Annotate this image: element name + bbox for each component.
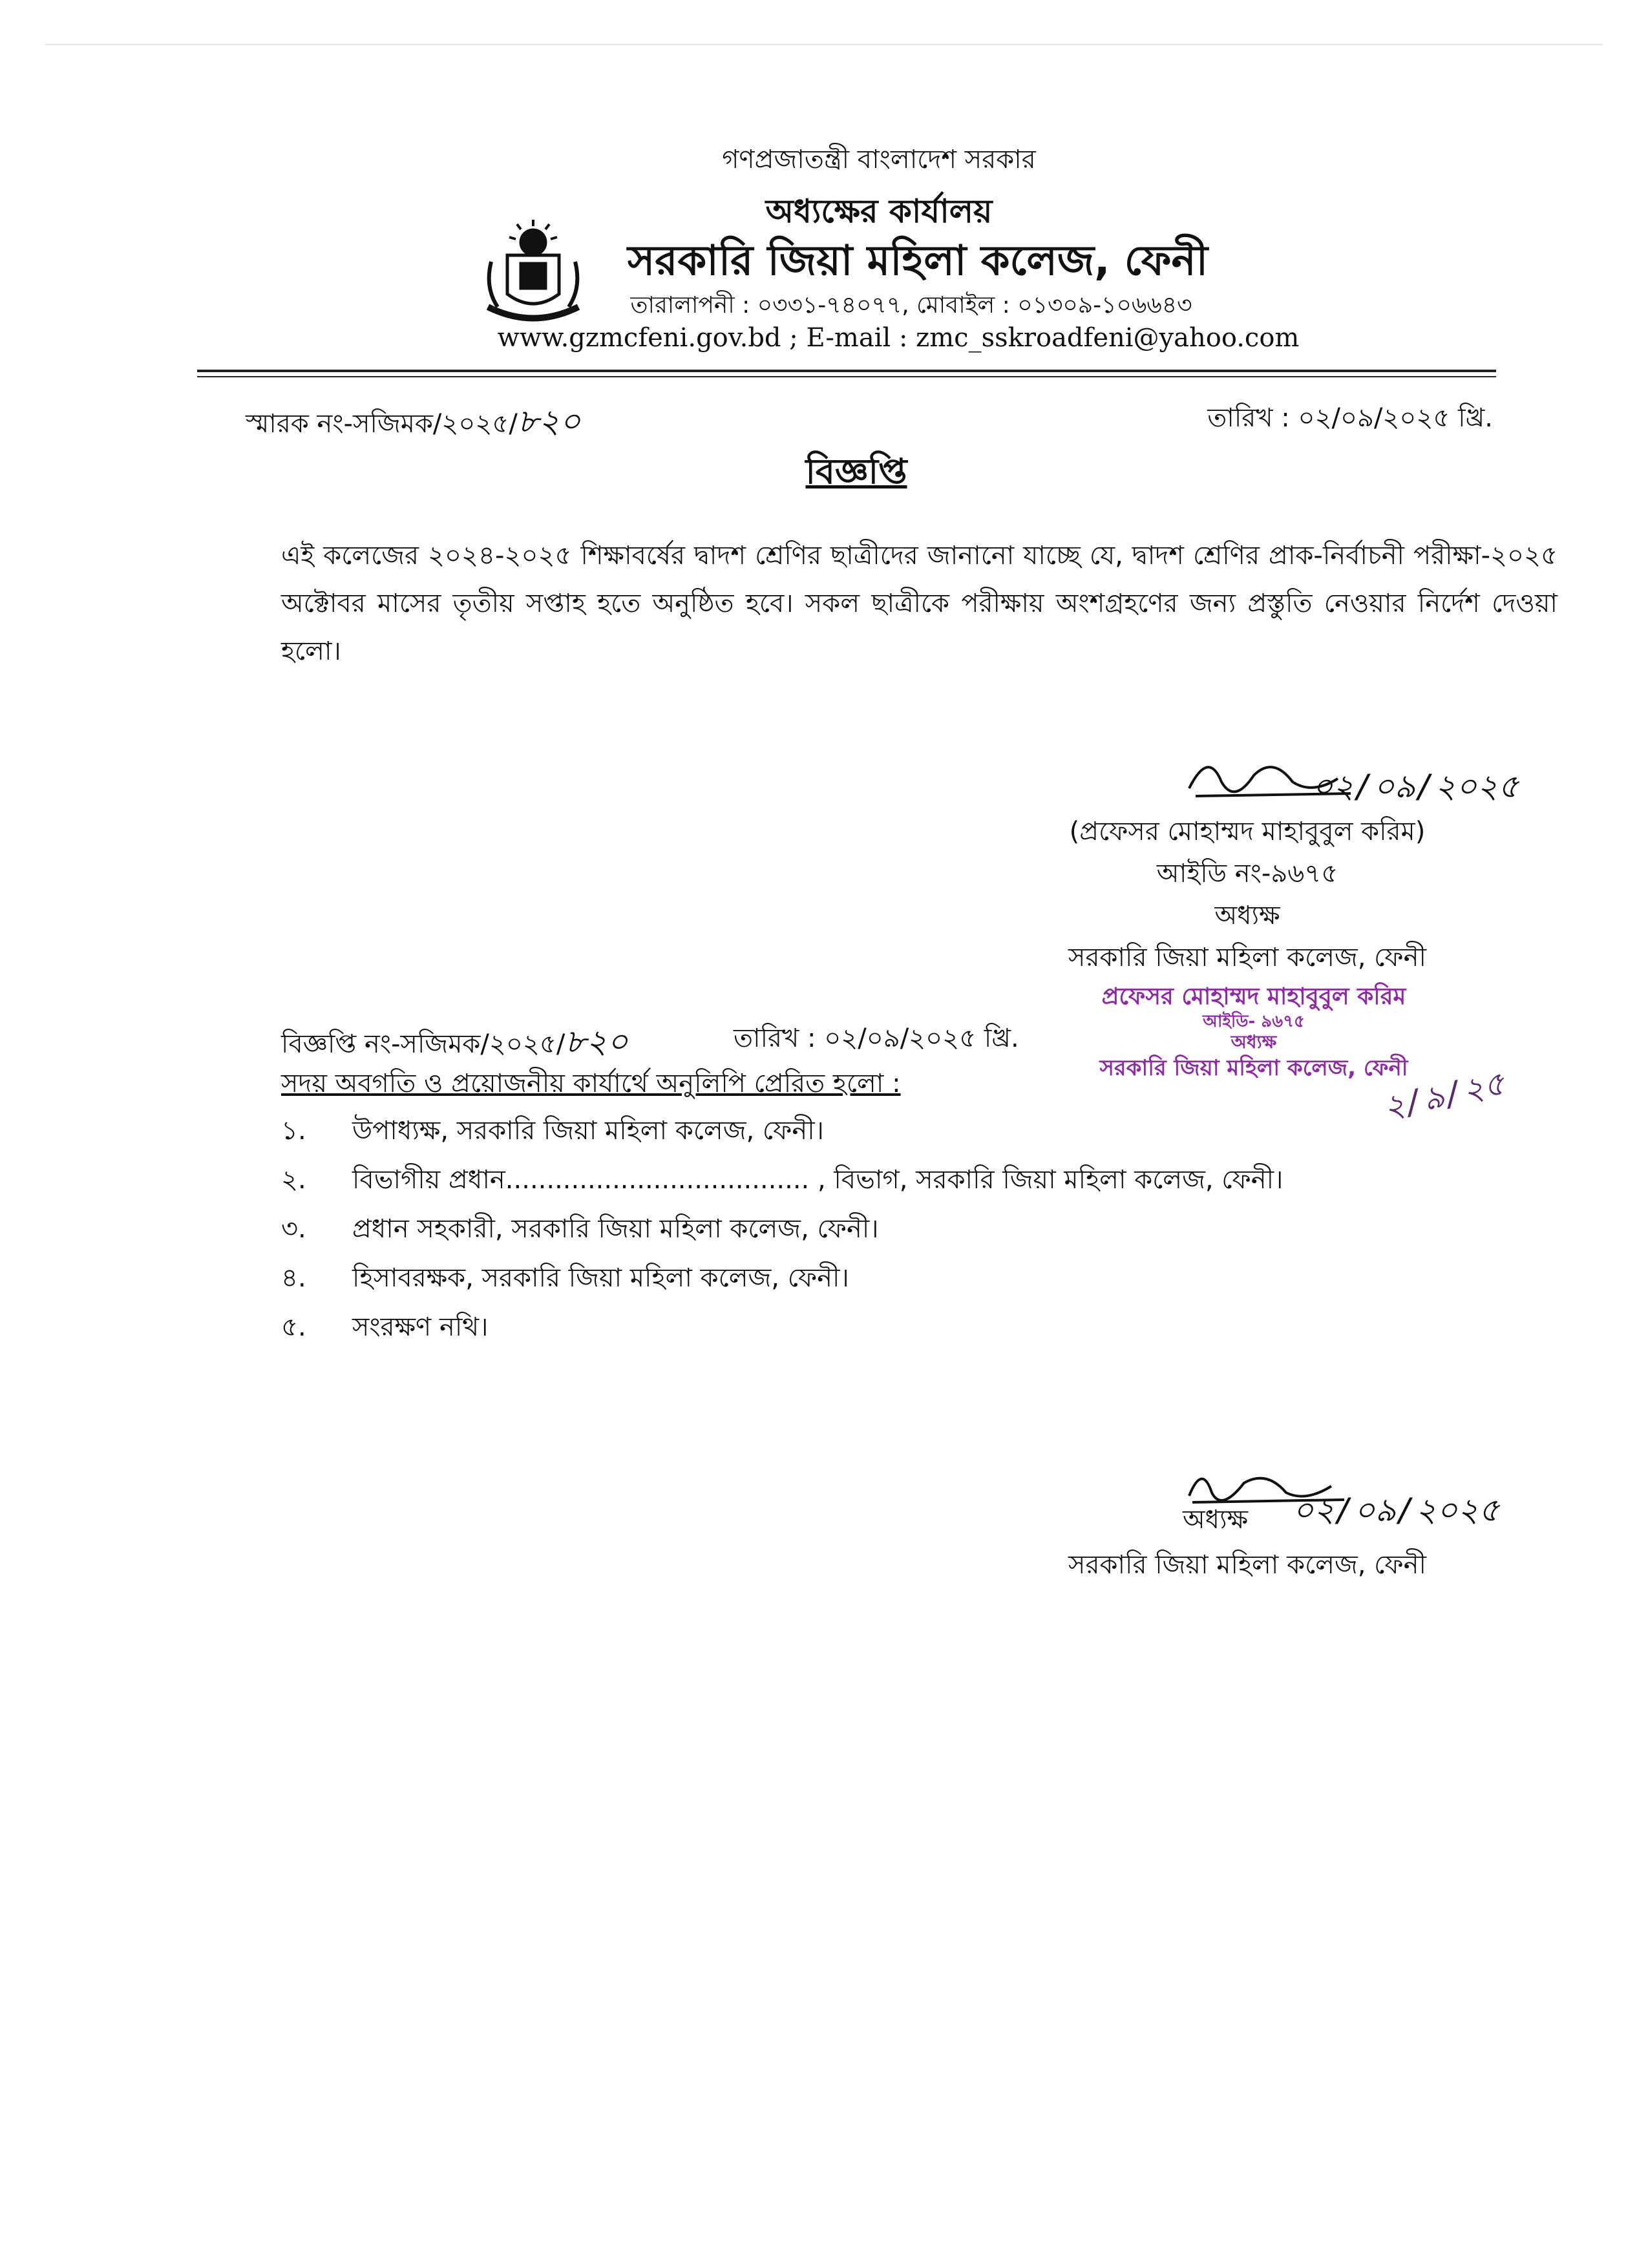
header-rule-top — [197, 370, 1496, 372]
distribution-list — [281, 1110, 1509, 1356]
list-item-text: সংরক্ষণ নথি। — [352, 1312, 489, 1342]
principal-id: আইডি নং-৯৬৭৫ — [1156, 859, 1338, 888]
header-rule-bottom — [197, 376, 1496, 377]
list-item-text: বিভাগীয় প্রধান..................................... , বিভাগ, সরকারি জিয়া মহিলা কলেজ, ফেনী। — [352, 1165, 1284, 1195]
memo-date: তারিখ : ০২/০৯/২০২৫ খ্রি. — [1207, 403, 1493, 433]
signature-2-college: সরকারি জিয়া মহিলা কলেজ, ফেনী — [1068, 1550, 1426, 1580]
distribution-ref-label: বিজ্ঞপ্তি নং-সজিমক/২০২৫/ — [281, 1029, 565, 1059]
signature-2-designation: অধ্যক্ষ — [1183, 1505, 1249, 1535]
distribution-heading: সদয় অবগতি ও প্রয়োজনীয় কার্যার্থে অনুলিপি প্রেরিত হলো : — [281, 1069, 901, 1098]
principal-designation: অধ্যক্ষ — [1214, 901, 1280, 930]
stamp-handwritten-date: ২/৯/২৫ — [1380, 1064, 1508, 1127]
notice-body: এই কলেজের ২০২৪-২০২৫ শিক্ষাবর্ষের দ্বাদশ শ্রেণির ছাত্রীদের জানানো যাচ্ছে যে, দ্বাদশ শ্রেণির প্রাক-নির্বাচনী পরীক্ষা-২০২৫ অক্টোবর মাসের তৃতীয় সপ্তাহ হতে অনুষ্ঠিত হবে। সকল ছাত্রীকে পরীক্ষায় অংশগ্রহণের জন্য প্রস্তুতি নেওয়ার নির্দেশ দেওয়া হলো। — [281, 541, 1558, 666]
college-name: সরকারি জিয়া মহিলা কলেজ, ফেনী — [628, 237, 1208, 285]
official-stamp — [1060, 982, 1448, 1083]
list-item-number: ৫. — [281, 1312, 306, 1342]
list-item-number: ১. — [281, 1116, 306, 1146]
stamp-name: প্রফেসর মোহাম্মদ মাহাবুবুল করিম — [1101, 983, 1406, 1010]
stamp-designation: অধ্যক্ষ — [1231, 1031, 1277, 1053]
memo-ref-label: স্মারক নং-সজিমক/২০২৫/ — [246, 409, 518, 439]
list-item — [281, 1307, 1509, 1345]
list-item-number: ২. — [281, 1165, 306, 1195]
distribution-ref-handwritten: ৮২০ — [565, 1023, 628, 1060]
list-item — [281, 1208, 1509, 1247]
memo-reference — [246, 397, 580, 451]
list-item-text: উপাধ্যক্ষ, সরকারি জিয়া মহিলা কলেজ, ফেনী। — [352, 1116, 824, 1146]
memo-ref-handwritten: ৮২০ — [517, 403, 581, 440]
list-item — [281, 1257, 1509, 1296]
office-name: অধ্যক্ষের কার্যালয় — [765, 193, 993, 230]
principal-college: সরকারি জিয়া মহিলা কলেজ, ফেনী — [1068, 943, 1426, 972]
notice-title: বিজ্ঞপ্তি — [805, 451, 907, 492]
list-item — [281, 1110, 1509, 1149]
distribution-date: তারিখ : ০২/০৯/২০২৫ খ্রি. — [734, 1024, 1019, 1053]
signature-2-date: ০২/০৯/২০২৫ — [1293, 1491, 1500, 1529]
principal-full-name: (প্রফেসর মোহাম্মদ মাহাবুবুল করিম) — [1069, 817, 1426, 846]
government-name: গণপ্রজাতন্ত্রী বাংলাদেশ সরকার — [722, 145, 1036, 174]
list-item-number: ৩. — [281, 1214, 306, 1244]
list-item-text: প্রধান সহকারী, সরকারি জিয়া মহিলা কলেজ, ফেনী। — [352, 1214, 879, 1244]
college-emblem — [472, 216, 595, 326]
contact-info: তারালাপনী : ০৩৩১-৭৪০৭৭, মোবাইল : ০১৩০৯-১০৬৬৪৩ — [630, 292, 1192, 319]
website-email: www.gzmcfeni.gov.bd ; E-mail : zmc_sskroadfeni@yahoo.com — [497, 323, 1300, 353]
list-item-text: হিসাবরক্ষক, সরকারি জিয়া মহিলা কলেজ, ফেনী। — [352, 1263, 849, 1293]
stamp-college: সরকারি জিয়া মহিলা কলেজ, ফেনী — [1099, 1055, 1408, 1081]
signature-1-date: ০২/০৯/২০২৫ — [1312, 768, 1519, 805]
scan-top-line — [45, 44, 1603, 45]
list-item-number: ৪. — [281, 1263, 306, 1293]
stamp-id: আইডি- ৯৬৭৫ — [1203, 1012, 1305, 1031]
list-item — [281, 1159, 1509, 1198]
